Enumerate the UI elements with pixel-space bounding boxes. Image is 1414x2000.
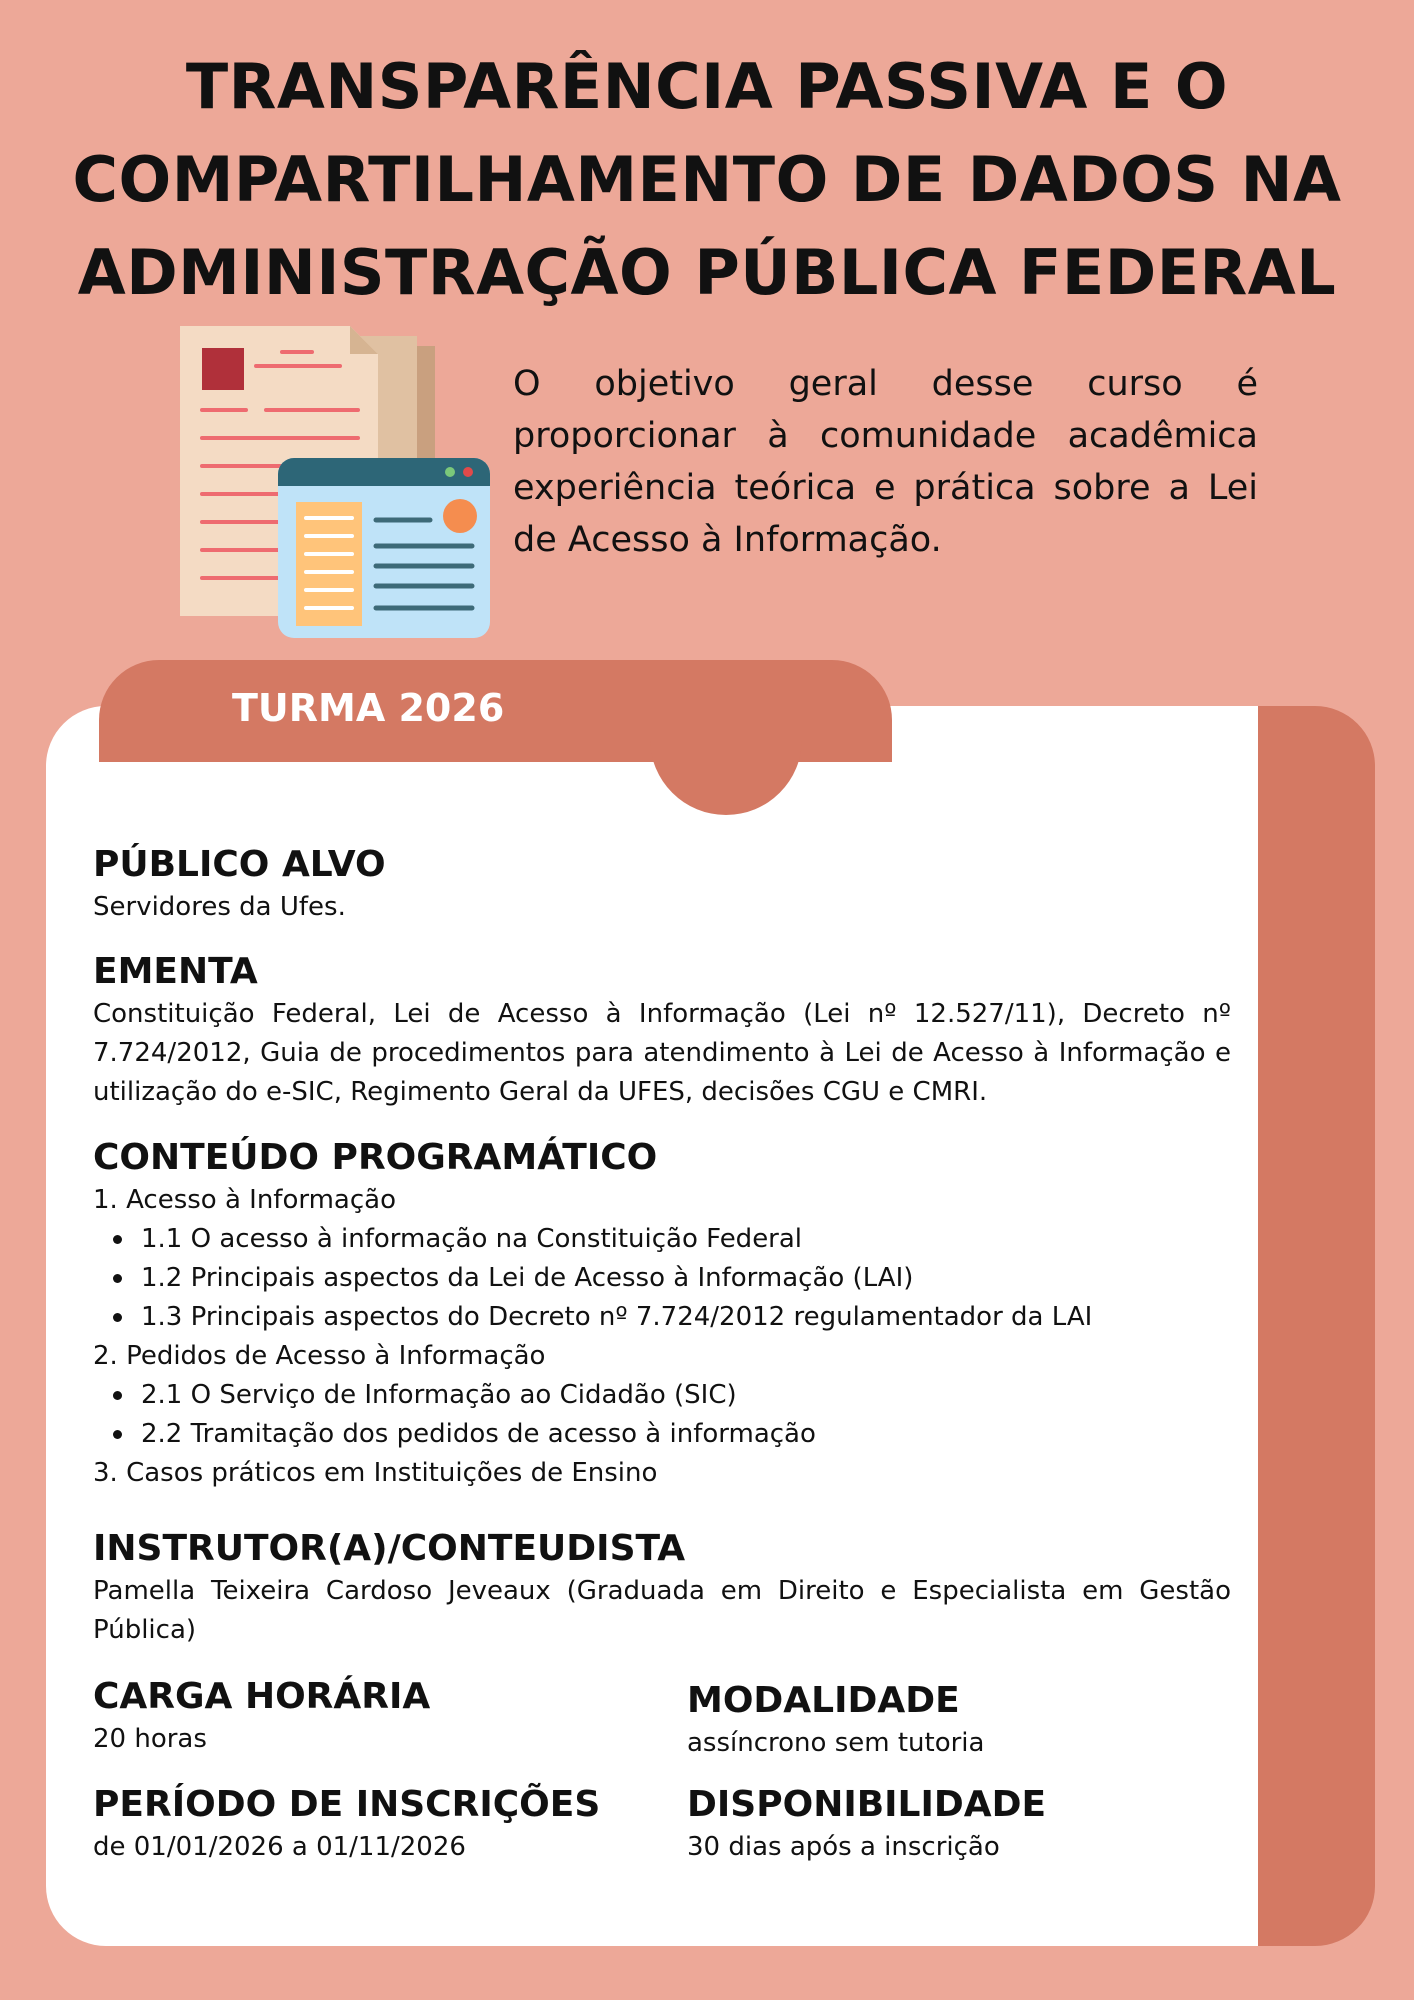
title-line-3: ADMINISTRAÇÃO PÚBLICA FEDERAL <box>77 236 1337 309</box>
modality-heading: MODALIDADE <box>687 1680 960 1721</box>
program-content-section <box>93 1135 1231 1493</box>
availability-heading: DISPONIBILIDADE <box>687 1784 1047 1825</box>
program-content-list <box>93 1181 1231 1493</box>
subtopic-list <box>93 1220 1231 1337</box>
target-audience-section <box>93 842 1231 927</box>
syllabus-text: Constituição Federal, Lei de Acesso à Informação (Lei nº 12.527/11), Decreto nº 7.724/2012, Guia de procedimentos para atendimento à Lei de Acesso à Informação e utilização do e-SIC, Regimento Geral da UFES, decisões CGU e CMRI. <box>93 999 1231 1107</box>
title-line-2: COMPARTILHAMENTO DE DADOS NA <box>72 143 1342 216</box>
target-audience-text: Servidores da Ufes. <box>93 892 346 922</box>
modality-text: assíncrono sem tutoria <box>687 1728 985 1758</box>
class-tab-label: TURMA 2026 <box>232 686 505 730</box>
tab-decoration <box>650 660 802 815</box>
instructor-heading: INSTRUTOR(A)/CONTEUDISTA <box>93 1528 686 1569</box>
course-objective: O objetivo geral desse curso é proporcionar à comunidade acadêmica experiência teórica e prática sobre a Lei de Acesso à Informação. <box>513 364 1258 560</box>
list-item: 1.1 O acesso à informação na Constituição Federal <box>141 1220 1231 1259</box>
instructor-section <box>93 1526 1231 1650</box>
topic-label: 1. Acesso à Informação <box>93 1185 396 1215</box>
list-item: 2.1 O Serviço de Informação ao Cidadão (SIC) <box>141 1376 1231 1415</box>
subtopic-list <box>93 1376 1231 1454</box>
registration-period-heading: PERÍODO DE INSCRIÇÕES <box>93 1784 601 1825</box>
list-item: 2.2 Tramitação dos pedidos de acesso à informação <box>141 1415 1231 1454</box>
modality-section <box>687 1678 1247 1763</box>
workload-text: 20 horas <box>93 1724 207 1754</box>
availability-section <box>687 1782 1247 1867</box>
workload-section <box>93 1674 653 1759</box>
title-line-1: TRANSPARÊNCIA PASSIVA E O <box>185 50 1229 123</box>
page-title <box>40 40 1374 319</box>
syllabus-section <box>93 949 1231 1112</box>
list-item <box>93 1454 1231 1493</box>
documents-and-browser-window-icon <box>180 326 492 638</box>
list-item <box>93 1181 1231 1337</box>
availability-text: 30 dias após a inscrição <box>687 1832 1000 1862</box>
registration-period-text: de 01/01/2026 a 01/11/2026 <box>93 1832 466 1862</box>
registration-period-section <box>93 1782 653 1867</box>
workload-heading: CARGA HORÁRIA <box>93 1676 431 1717</box>
target-audience-heading: PÚBLICO ALVO <box>93 844 386 885</box>
instructor-text: Pamella Teixeira Cardoso Jeveaux (Graduada em Direito e Especialista em Gestão Pública) <box>93 1576 1231 1645</box>
list-item: 1.3 Principais aspectos do Decreto nº 7.724/2012 regulamentador da LAI <box>141 1298 1231 1337</box>
list-item: 1.2 Principais aspectos da Lei de Acesso à Informação (LAI) <box>141 1259 1231 1298</box>
topic-label: 3. Casos práticos em Instituições de Ensino <box>93 1458 658 1488</box>
list-item <box>93 1337 1231 1454</box>
program-content-heading: CONTEÚDO PROGRAMÁTICO <box>93 1137 658 1178</box>
syllabus-heading: EMENTA <box>93 951 258 992</box>
topic-label: 2. Pedidos de Acesso à Informação <box>93 1341 546 1371</box>
